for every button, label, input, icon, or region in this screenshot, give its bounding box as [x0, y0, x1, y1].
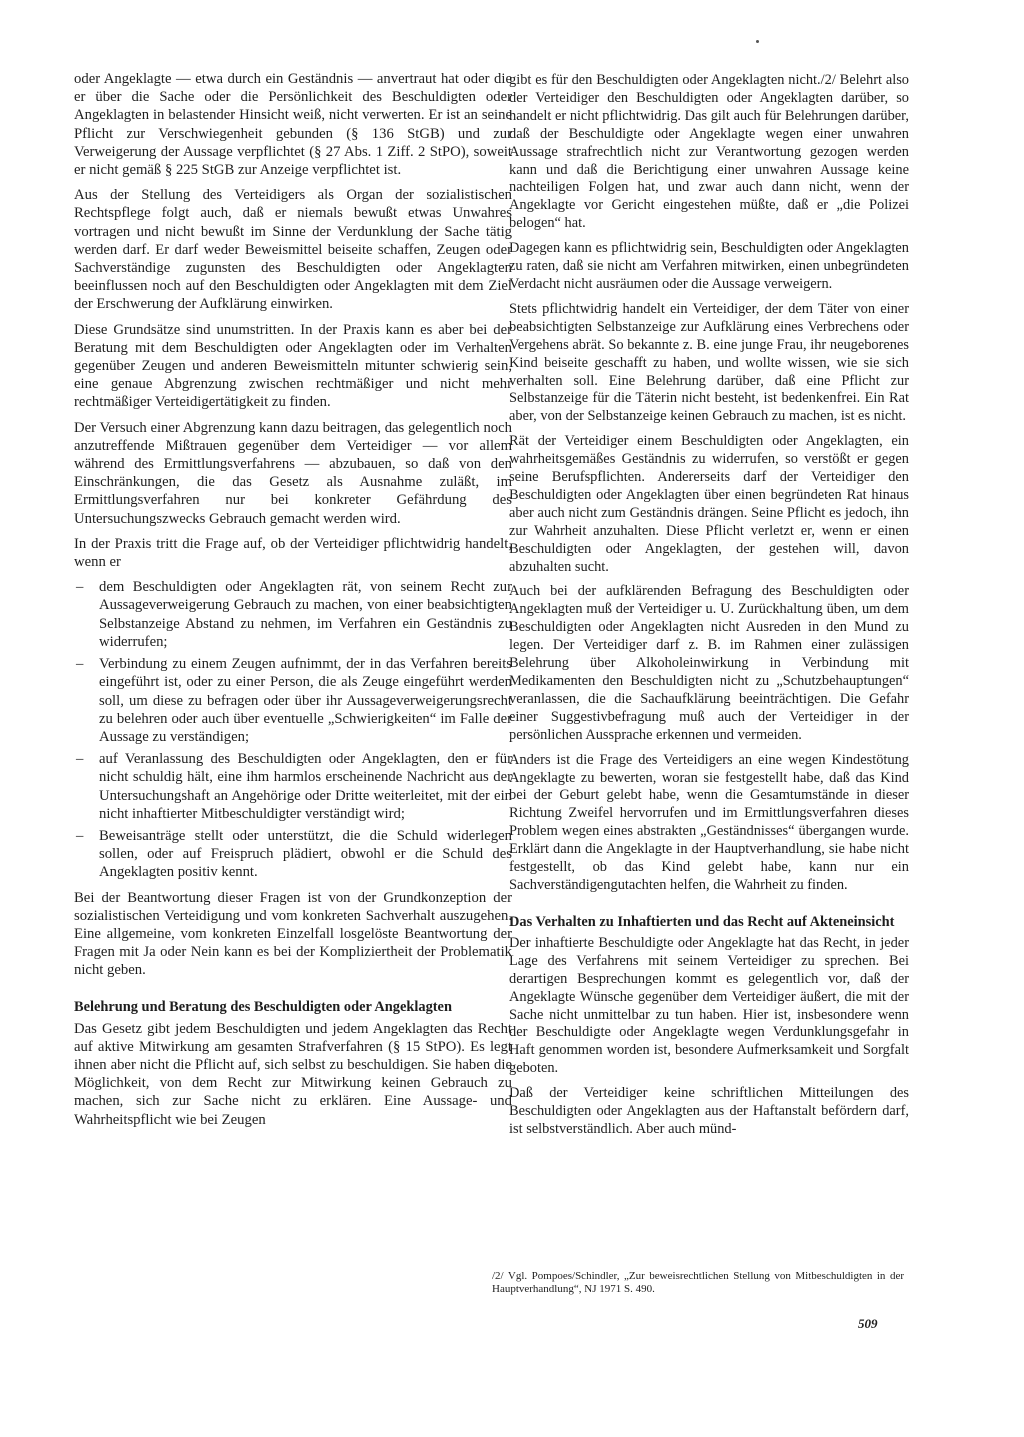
paragraph: Aus der Stellung des Verteidigers als Organ der sozialistischen Rechtspflege folgt auch, daß er niemals bewußt etwas Unwahres vortragen und nicht bewußt im Sinne der Verdunklung der Sache tätig werden darf. Er darf weder Beweismittel beiseite schaffen, Zeugen oder Sachverständige zugunsten des Beschuldigten oder Angeklagten beeinflussen noch auf den Beschuldigten oder Angeklagten mit dem Ziel der Erschwerung der Aufklärung einwirken. — [74, 187, 512, 313]
section-heading: Belehrung und Beratung des Beschuldigten oder Angeklagten — [74, 998, 452, 1015]
paragraph: Der inhaftierte Beschuldigte oder Angeklagte hat das Recht, in jeder Lage des Verfahrens mit seinem Verteidiger zu sprechen. Bei derartigen Besprechungen kommt es gelegentlich vor, daß der Angeklagte Wünsche gegenüber dem Verteidiger äußert, die mit der Sache nicht unmittelbar zu tun haben. Hier ist, insbesondere wenn der Beschuldigte oder Angeklagte wegen Verdunklungsgefahr in Haft genommen worden ist, besondere Aufmerksamkeit und Sorgfalt geboten. — [509, 934, 909, 1077]
dash-list — [74, 578, 512, 881]
paragraph: Das Gesetz gibt jedem Beschuldigten und jedem Angeklagten das Recht auf aktive Mitwirkung am gesamten Strafverfahren (§ 15 StPO). Es legt ihnen aber nicht die Pflicht auf, sich selbst zu beschuldigen. Sie haben die Möglichkeit, von dem Recht zur Mitwirkung keinen Gebrauch zu machen, sich zur Sache nicht zu erklären. Eine Aussage- und Wahrheitspflicht wie bei Zeugen — [74, 1020, 512, 1128]
paragraph: Daß der Verteidiger keine schriftlichen Mitteilungen des Beschuldigten oder Angeklagten aus der Haftanstalt befördern darf, ist selbstverständlich. Aber auch münd- — [509, 1085, 909, 1137]
print-speck — [756, 40, 759, 43]
paragraph: gibt es für den Beschuldigten oder Angeklagten nicht./2/ Belehrt also der Verteidiger den Beschuldigten oder Angeklagten darüber, so handelt er nicht pflichtwidrig. Das gilt auch für Belehrungen darüber, daß der Beschuldigte oder Angeklagte wegen einer unwahren Aussage strafrechtlich nicht zur Verantwortung gezogen werden kann und daß die Berichtigung einer unwahren Aussage keine nachteiligen Folgen hat, und zwar auch dann nicht, wenn der Angeklagte vor Gericht eingestehen müßte, daß er „die Polizei belogen“ hat. — [509, 72, 909, 232]
paragraph: Rät der Verteidiger einem Beschuldigten oder Angeklagten, ein wahrheitsgemäßes Geständnis zu widerrufen, so verstößt er gegen seine Berufspflichten. Andererseits darf der Verteidiger den Beschuldigten oder Angeklagten über einen begründeten Rat hinaus aber auch nicht zum Geständnis drängen. Seine Pflicht es jedoch, ihn zur Wahrheit anzuhalten. Diese Pflicht verletzt er, wenn er einen Beschuldigten oder Angeklagten, der gestehen will, davon abzuhalten sucht. — [509, 433, 909, 575]
right-column — [509, 72, 909, 1146]
list-item: – auf Veranlassung des Beschuldigten oder Angeklagten, den er für nicht schuldig hält, eine ihm harmlos erscheinende Nachricht aus der Untersuchungshaft an Angehörige oder Dritte weiterleitet, mit der ein nicht inhaftierter Mitbeschuldigter verständigt wird; — [74, 750, 512, 823]
paragraph: Diese Grundsätze sind unumstritten. In der Praxis kann es aber bei der Beratung mit dem Beschuldigten oder Angeklagten oder im Verhalten gegenüber Zeugen und anderen Beweismitteln mitunter schwierig sein, eine genaue Abgrenzung zwischen rechtmäßiger und nicht mehr rechtmäßiger Verteidigertätigkeit zu finden. — [74, 321, 512, 411]
paragraph: Bei der Beantwortung dieser Fragen ist von der Grundkonzeption der sozialistischen Verteidigung und vom konkreten Sachverhalt auszugehen. Eine allgemeine, vom konkreten Einzelfall losgelöste Beantwortung der Fragen mit Ja oder Nein kann es bei der Kompliziertheit der Problematik nicht geben. — [74, 889, 512, 979]
list-item: – Verbindung zu einem Zeugen aufnimmt, der in das Verfahren bereits eingeführt ist, oder zu einer Person, die als Zeuge eingeführt werden soll, um diese zu befragen oder über ihr Aussageverweigerungsrecht zu belehren oder auch über eventuelle „Schwierigkeiten“ im Falle der Aussage zu verständigen; — [74, 655, 512, 746]
paragraph: Dagegen kann es pflichtwidrig sein, Beschuldigten oder Angeklagten zu raten, daß sie nicht am Verfahren mitwirken, einen unbegründeten Verdacht nicht ausräumen oder die Aussage verweigern. — [509, 240, 909, 292]
page-number: 509 — [858, 1316, 878, 1331]
section-heading: Das Verhalten zu Inhaftierten und das Recht auf Akteneinsicht — [509, 913, 895, 930]
footnote: /2/ Vgl. Pompoes/Schindler, „Zur beweisrechtlichen Stellung von Mitbeschuldigten in der Hauptverhandlung“, NJ 1971 S. 490. — [492, 1270, 904, 1295]
left-column — [74, 70, 512, 1136]
list-item: – dem Beschuldigten oder Angeklagten rät, von seinem Recht zur Aussageverweigerung Gebrauch zu machen, von einer beabsichtigten Selbstanzeige Abstand zu nehmen, im Verfahren ein Geständnis zu widerrufen; — [74, 578, 512, 651]
paragraph: Stets pflichtwidrig handelt ein Verteidiger, der dem Täter von einer beabsichtigten Selbstanzeige zur Aufklärung eines Verbrechens oder Vergehens abrät. So bekannte z. B. eine junge Frau, ihr neugeborenes Kind beiseite geschafft zu haben, und wollte wissen, wie sie sich verhalten soll. Eine Belehrung darüber, daß eine Pflicht zur Selbstanzeige für die Täterin nicht besteht, ist bedenkenfrei. Ein Rat aber, von der Selbstanzeige keinen Gebrauch zu machen, ist es nicht. — [509, 300, 909, 425]
paragraph: Anders ist die Frage des Verteidigers an eine wegen Kindestötung Angeklagte zu bewerten, woran sie festgestellt habe, daß das Kind bei der Geburt gelebt habe, wenn die Gesamtumstände in dieser Richtung Zweifel hervorrufen und im Ermittlungsverfahren dieses Problem wegen eines abstrakten „Geständnisses“ übergangen wurde. Erklärt dann die Angeklagte in der Hauptverhandlung, sie habe nicht festgestellt, ob das Kind gelebt habe, kann nur ein Sachverständigengutachten helfen, die Wahrheit zu finden. — [509, 751, 909, 893]
list-item: – Beweisanträge stellt oder unterstützt, die die Schuld widerlegen sollen, oder auf Freispruch plädiert, obwohl er die Schuld des Angeklagten positiv kennt. — [74, 827, 512, 882]
paragraph: Auch bei der aufklärenden Befragung des Beschuldigten oder Angeklagten muß der Verteidiger u. U. Zurückhaltung üben, um dem Beschuldigten oder Angeklagten nicht Ausreden in den Mund zu legen. Der Verteidiger darf z. B. im Rahmen einer zulässigen Belehrung über Alkoholeinwirkung in Verbindung mit Medikamenten den Beschuldigten nicht zu „Schutzbehauptungen“ veranlassen, die die Sachaufklärung beeinträchtigen. Die Gefahr einer Suggestivbefragung muß auch der Verteidiger in der persönlichen Aussprache erkennen und vermeiden. — [509, 583, 909, 743]
paragraph: Der Versuch einer Abgrenzung kann dazu beitragen, das gelegentlich noch anzutreffende Mißtrauen gegenüber dem Verteidiger — vor allem während des Ermittlungsverfahrens — abzubauen, so daß von den Einschränkungen, die das Gesetz als Ausnahme zuläßt, im Ermittlungsverfahren nur bei konkreter Gefährdung des Untersuchungszwecks Gebrauch gemacht werden wird. — [74, 419, 512, 527]
paragraph: oder Angeklagte — etwa durch ein Geständnis — anvertraut hat oder die er über die Sache oder die Persönlichkeit des Beschuldigten oder Angeklagten in belastender Hinsicht weiß, nicht verwerten. Er ist an seine Pflicht zur Verschwiegenheit gebunden (§ 136 StGB) und zur Verweigerung der Aussage verpflichtet (§ 27 Abs. 1 Ziff. 2 StPO), soweit er nicht gemäß § 225 StGB zur Anzeige verpflichtet ist. — [74, 71, 512, 179]
paragraph: In der Praxis tritt die Frage auf, ob der Verteidiger pflichtwidrig handelt, wenn er — [74, 535, 512, 571]
